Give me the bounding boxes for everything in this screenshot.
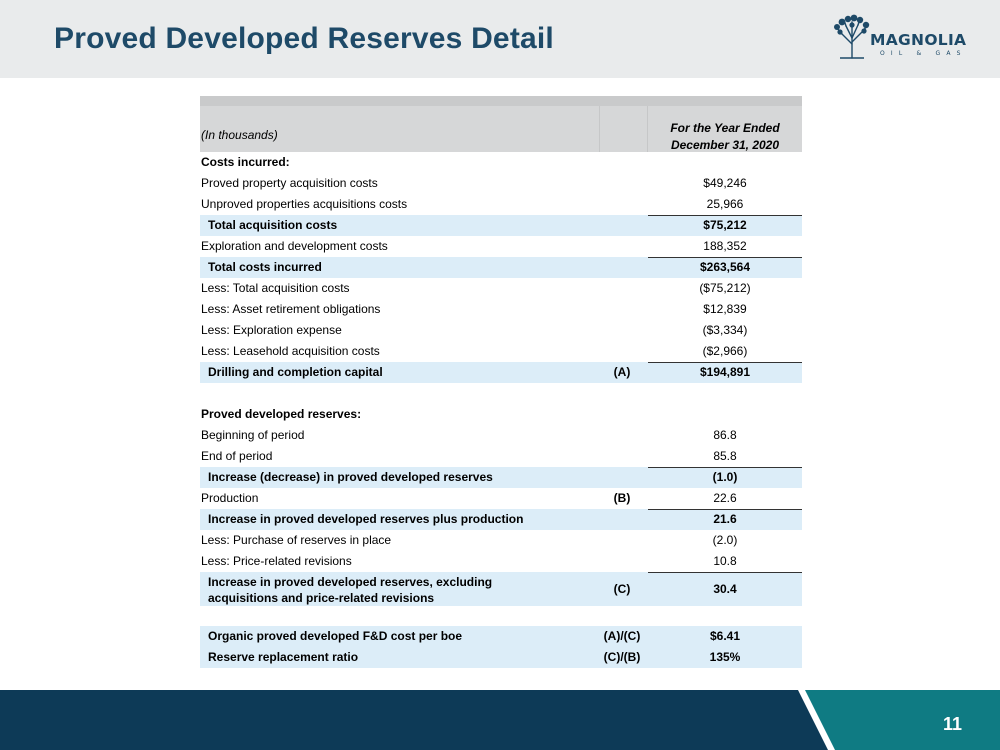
table-row: Proved property acquisition costs $49,246 (201, 176, 747, 190)
table-row: Exploration and development costs 188,352 (201, 239, 747, 253)
table-row: Less: Asset retirement obligations $12,839 (201, 302, 747, 316)
table-row-total: Total acquisition costs $75,212 (200, 215, 802, 236)
page-number: 11 (942, 714, 962, 734)
footer-bar (0, 690, 1000, 750)
table-row: Less: Total acquisition costs ($75,212) (201, 281, 751, 295)
table-row-total: Total costs incurred $263,564 (200, 257, 802, 278)
footer-band (0, 690, 1000, 750)
table-row-total: Drilling and completion capital (A) $194,891 (200, 362, 802, 383)
magnolia-tree-icon (832, 14, 872, 60)
reserves-table (200, 96, 802, 668)
table-row: Production (B) 22.6 (201, 491, 737, 505)
table-row: Proved developed reserves: (201, 407, 362, 421)
table-header (200, 96, 802, 152)
logo-wordmark: MAGNOLIA (870, 31, 967, 49)
table-row: Beginning of period 86.8 (201, 428, 737, 442)
table-row-metric: Reserve replacement ratio (C)/(B) 135% (200, 647, 802, 668)
table-row-metric: Organic proved developed F&D cost per boe (A)/(C) $6.41 (200, 626, 802, 647)
table-row: Less: Leasehold acquisition costs ($2,966) (201, 344, 748, 358)
table-row: Unproved properties acquisitions costs 25,966 (201, 197, 744, 211)
units-label: (In thousands) (201, 128, 278, 142)
table-row-total: Increase in proved developed reserves, excluding acquisitions and price-related revisions (C) 30.4 (200, 572, 802, 606)
table-row: Costs incurred: (201, 155, 290, 169)
table-row: End of period 85.8 (201, 449, 737, 463)
table-row-total: Increase (decrease) in proved developed reserves (1.0) (200, 467, 802, 488)
table-row-total: Increase in proved developed reserves plus production 21.6 (200, 509, 802, 530)
table-row: Less: Price-related revisions 10.8 (201, 554, 737, 568)
table-row: Less: Exploration expense ($3,334) (201, 323, 748, 337)
logo-subtitle: OIL & GAS (880, 50, 967, 57)
table-row: Less: Purchase of reserves in place (2.0) (201, 533, 738, 547)
header-bar (0, 0, 1000, 78)
period-header: For the Year Ended December 31, 2020 (670, 121, 780, 152)
page-title: Proved Developed Reserves Detail (54, 22, 554, 55)
company-logo (832, 14, 972, 64)
